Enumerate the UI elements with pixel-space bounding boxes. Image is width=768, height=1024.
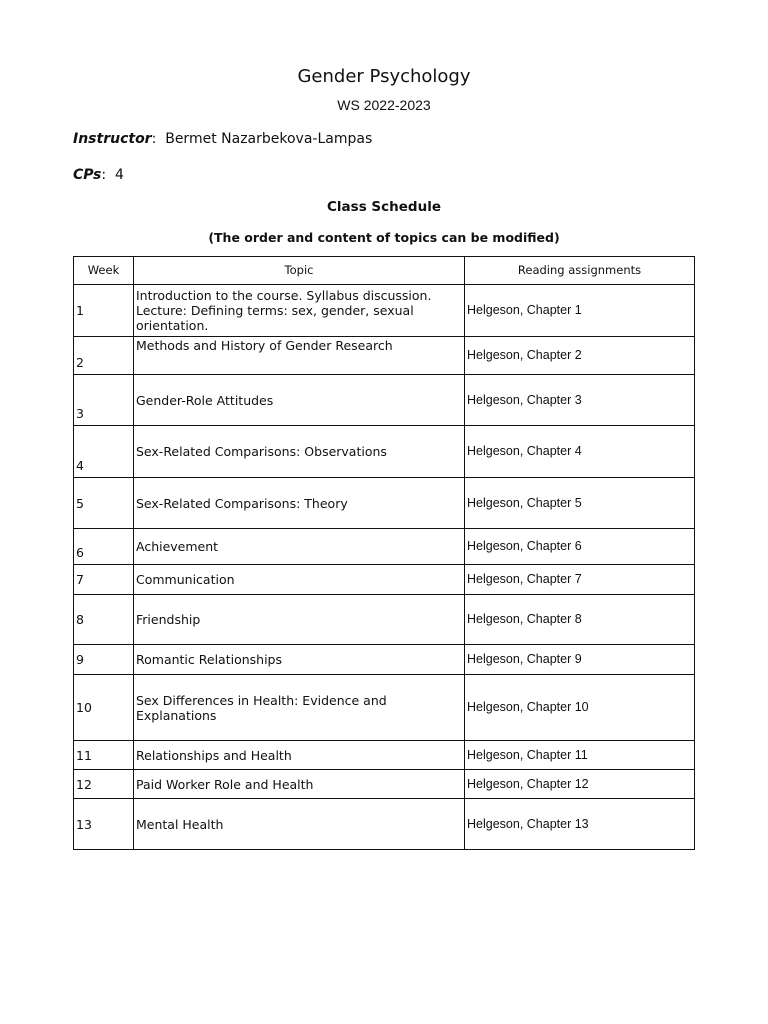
instructor-line — [73, 131, 372, 147]
schedule-note: (The order and content of topics can be modified) — [208, 230, 560, 245]
reading-cell: Helgeson, Chapter 8 — [465, 595, 695, 645]
instructor-label: Instructor — [73, 131, 152, 147]
reading-cell: Helgeson, Chapter 2 — [465, 337, 695, 375]
week-cell: 13 — [74, 799, 134, 850]
topic-cell: Mental Health — [134, 799, 465, 850]
reading-cell: Helgeson, Chapter 13 — [465, 799, 695, 850]
table-row — [74, 675, 695, 741]
table-row — [74, 799, 695, 850]
topic-cell: Communication — [134, 565, 465, 595]
reading-cell: Helgeson, Chapter 5 — [465, 478, 695, 529]
document-title: Gender Psychology — [297, 66, 471, 87]
table-row — [74, 426, 695, 478]
week-cell: 8 — [74, 595, 134, 645]
table-header-row — [74, 257, 695, 285]
reading-cell: Helgeson, Chapter 10 — [465, 675, 695, 741]
topic-cell: Achievement — [134, 529, 465, 565]
topic-cell: Sex-Related Comparisons: Observations — [134, 426, 465, 478]
reading-cell: Helgeson, Chapter 12 — [465, 770, 695, 799]
topic-cell: Paid Worker Role and Health — [134, 770, 465, 799]
table-row — [74, 770, 695, 799]
reading-cell: Helgeson, Chapter 11 — [465, 741, 695, 770]
topic-cell: Sex Differences in Health: Evidence and Explanations — [134, 675, 465, 741]
semester-subtitle: WS 2022-2023 — [337, 97, 431, 113]
topic-cell: Friendship — [134, 595, 465, 645]
reading-cell: Helgeson, Chapter 9 — [465, 645, 695, 675]
table-row — [74, 285, 695, 337]
topic-cell: Romantic Relationships — [134, 645, 465, 675]
instructor-name: Bermet Nazarbekova-Lampas — [165, 131, 373, 147]
table-row — [74, 645, 695, 675]
schedule-table — [73, 256, 695, 850]
reading-cell: Helgeson, Chapter 3 — [465, 375, 695, 426]
reading-cell: Helgeson, Chapter 7 — [465, 565, 695, 595]
table-row — [74, 478, 695, 529]
reading-cell: Helgeson, Chapter 1 — [465, 285, 695, 337]
reading-cell: Helgeson, Chapter 6 — [465, 529, 695, 565]
week-cell: 7 — [74, 565, 134, 595]
header-reading: Reading assignments — [465, 257, 695, 285]
credit-points-line — [73, 167, 124, 183]
header-week: Week — [74, 257, 134, 285]
table-row — [74, 595, 695, 645]
topic-cell: Sex-Related Comparisons: Theory — [134, 478, 465, 529]
reading-cell: Helgeson, Chapter 4 — [465, 426, 695, 478]
cps-label: CPs — [73, 167, 102, 183]
week-cell: 6 — [74, 529, 134, 565]
instructor-separator: : — [151, 131, 157, 147]
topic-cell: Relationships and Health — [134, 741, 465, 770]
table-row — [74, 741, 695, 770]
table-row — [74, 375, 695, 426]
table-row — [74, 337, 695, 375]
week-cell: 11 — [74, 741, 134, 770]
topic-cell: Methods and History of Gender Research — [134, 337, 465, 375]
week-cell: 3 — [74, 375, 134, 426]
week-cell: 1 — [74, 285, 134, 337]
table-row — [74, 529, 695, 565]
header-topic: Topic — [134, 257, 465, 285]
cps-value: 4 — [115, 167, 124, 183]
week-cell: 2 — [74, 337, 134, 375]
week-cell: 10 — [74, 675, 134, 741]
topic-cell: Introduction to the course. Syllabus discussion. Lecture: Defining terms: sex, gender, sexual orientation. — [134, 285, 465, 337]
topic-cell: Gender-Role Attitudes — [134, 375, 465, 426]
week-cell: 5 — [74, 478, 134, 529]
schedule-heading: Class Schedule — [327, 199, 441, 215]
table-row — [74, 565, 695, 595]
week-cell: 12 — [74, 770, 134, 799]
week-cell: 4 — [74, 426, 134, 478]
cps-separator: : — [101, 167, 107, 183]
week-cell: 9 — [74, 645, 134, 675]
